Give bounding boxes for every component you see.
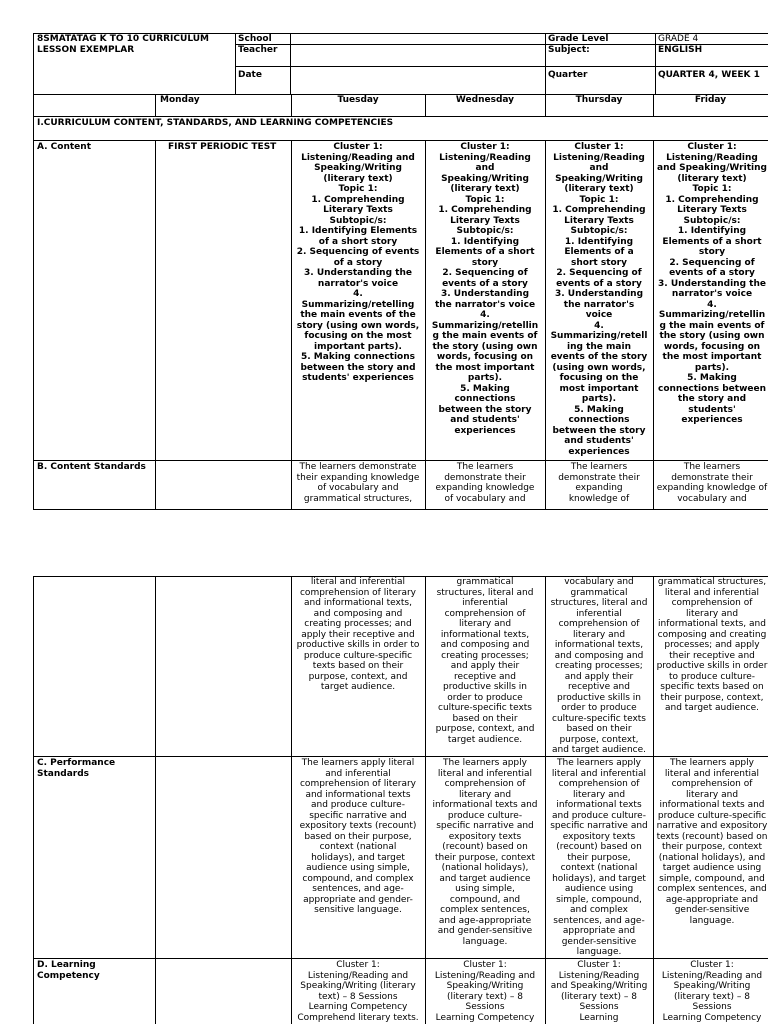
performance-standards-wednesday: The learners apply literal and inferential comprehension of literary and informational texts and produce culture- specific narrative and expository texts (recount) based on their purpose, context (national holidays), and target audience using simple, compound, and complex sentences, and age-appropriate and gender-sensitive language. [432, 758, 538, 947]
row-label-learning-competency: D. Learning Competency [37, 960, 100, 981]
performance-standards-tuesday: The learners apply literal and inferential comprehension of literary and informational texts and produce culture- specific narrative and expository texts (recount) based on their purpose, context (national holidays), and target audience using simple, compound, and complex sentences, and age- appropriate and gender- sensitive language. [299, 758, 417, 915]
performance-standards-thursday: The learners apply literal and inferential comprehension of literary and informational texts and produce culture- specific narrative and expository texts (recount) based on their purpose, context (national holidays), and target audience using simple, compound, and complex sentences, and age- appropriate and gender-sensitive language. [550, 758, 648, 957]
day-header-monday: Monday [160, 95, 200, 105]
row-label-performance-standards: C. Performance Standards [37, 758, 116, 779]
row-label-content: A. Content [37, 142, 91, 152]
content-standards-tuesday: The learners demonstrate their expanding knowledge of vocabulary and grammatical structures, [296, 462, 420, 504]
content-standards-thursday: The learners demonstrate their expanding knowledge of [558, 462, 640, 504]
content-friday: Cluster 1: Listening/Reading and Speaking/Writing (literary text) Topic 1: 1. Comprehending Literary Texts Subtopic/s: 1. Identifying Elements of a short story 2. Sequencing of events of a story 3. Understanding the narrator's voice 4. Summarizing/retellin g the main events of the story (using own words, focusing on the most important parts). 5. Making connections between the story and students' experiences [657, 142, 767, 425]
content-standards-wednesday: The learners demonstrate their expanding knowledge of vocabulary and [435, 462, 535, 504]
day-header-thursday: Thursday [575, 95, 623, 105]
teacher-label: Teacher [238, 45, 278, 55]
grade-level-label: Grade Level [548, 34, 609, 44]
content-monday: FIRST PERIODIC TEST [168, 142, 277, 152]
day-header-friday: Friday [694, 95, 727, 105]
school-field[interactable] [292, 34, 544, 44]
content-standards-thursday-cont: vocabulary and grammatical structures, literal and inferential comprehension of literary and informational texts, and composing and creating processes; and apply their receptive and productive skills in order to produce culture-specific texts based on their purpose, context, and target audience. [550, 577, 648, 755]
learning-competency-tuesday: Cluster 1: Listening/Reading and Speaking/Writing (literary text) – 8 Sessions Learning Competency Comprehend literary texts. [297, 960, 419, 1023]
day-header-tuesday: Tuesday [337, 95, 379, 105]
quarter-value: QUARTER 4, WEEK 1 [658, 70, 760, 80]
day-header-wednesday: Wednesday [455, 95, 515, 105]
content-thursday: Cluster 1: Listening/Reading and Speaking/Writing (literary text) Topic 1: 1. Comprehending Literary Texts Subtopic/s: 1. Identifying Elements of a short story 2. Sequencing of events of a story 3. Understanding the narrator's voice 4. Summarizing/retell ing the main events of the story (using own words, focusing on the most important parts). 5. Making connections between the story and students' experiences [550, 142, 648, 457]
subject-label: Subject: [548, 45, 590, 55]
content-wednesday: Cluster 1: Listening/Reading and Speaking/Writing (literary text) Topic 1: 1. Comprehending Literary Texts Subtopic/s: 1. Identifying Elements of a short story 2. Sequencing of events of a story 3. Understanding the narrator's voice 4. Summarizing/retellin g the main events of the story (using own words, focusing on the most important parts). 5. Making connections between the story and students' experiences [431, 142, 539, 436]
teacher-field[interactable] [292, 45, 544, 65]
learning-competency-friday: Cluster 1: Listening/Reading and Speaking/Writing (literary text) – 8 Sessions Learning Competency [661, 960, 763, 1023]
section-1-title: I.CURRICULUM CONTENT, STANDARDS, AND LEARNING COMPETENCIES [37, 118, 394, 128]
learning-competency-thursday: Cluster 1: Listening/Reading and Speaking/Writing (literary text) – 8 Sessions Learning [550, 960, 648, 1023]
content-standards-friday-cont: grammatical structures, literal and inferential comprehension of literary and informational texts, and composing and creating processes; and apply their receptive and productive skills in order to produce culture- specific texts based on their purpose, context, and target audience. [656, 577, 768, 713]
row-label-content-standards: B. Content Standards [37, 462, 146, 472]
content-standards-tuesday-cont: literal and inferential comprehension of literary and informational texts, and composing and creating processes; and apply their receptive and productive skills in order to produce culture-specific texts based on their purpose, context, and target audience. [296, 577, 420, 692]
date-field[interactable] [292, 67, 544, 93]
content-tuesday: Cluster 1: Listening/Reading and Speaking/Writing (literary text) Topic 1: 1. Comprehending Literary Texts Subtopic/s: 1. Identifying Elements of a short story 2. Sequencing of events of a story 3. Understanding the narrator's voice 4. Summarizing/retelling the main events of the story (using own words, focusing on the most important parts). 5. Making connections between the story and students' experiences [296, 142, 420, 383]
content-standards-wednesday-cont: grammatical structures, literal and inferential comprehension of literary and informational texts, and composing and creating processes; and apply their receptive and productive skills in order to produce culture-specific texts based on their purpose, context, and target audience. [435, 577, 535, 745]
date-label: Date [238, 70, 262, 80]
grade-level-value: GRADE 4 [658, 34, 699, 44]
content-standards-friday: The learners demonstrate their expanding knowledge of vocabulary and [656, 462, 768, 504]
quarter-label: Quarter [548, 70, 588, 80]
performance-standards-friday: The learners apply literal and inferential comprehension of literary and informational texts and produce culture-specific narrative and expository texts (recount) based on their purpose, context (national holidays), and target audience using simple, compound, and complex sentences, and age-appropriate and gender-sensitive language. [656, 758, 768, 926]
exemplar-title: 8SMATATAG K TO 10 CURRICULUM LESSON EXEMPLAR [37, 34, 210, 55]
school-label: School [238, 34, 272, 44]
subject-value: ENGLISH [658, 45, 703, 55]
learning-competency-wednesday: Cluster 1: Listening/Reading and Speaking/Writing (literary text) – 8 Sessions Learning Competency [434, 960, 536, 1023]
